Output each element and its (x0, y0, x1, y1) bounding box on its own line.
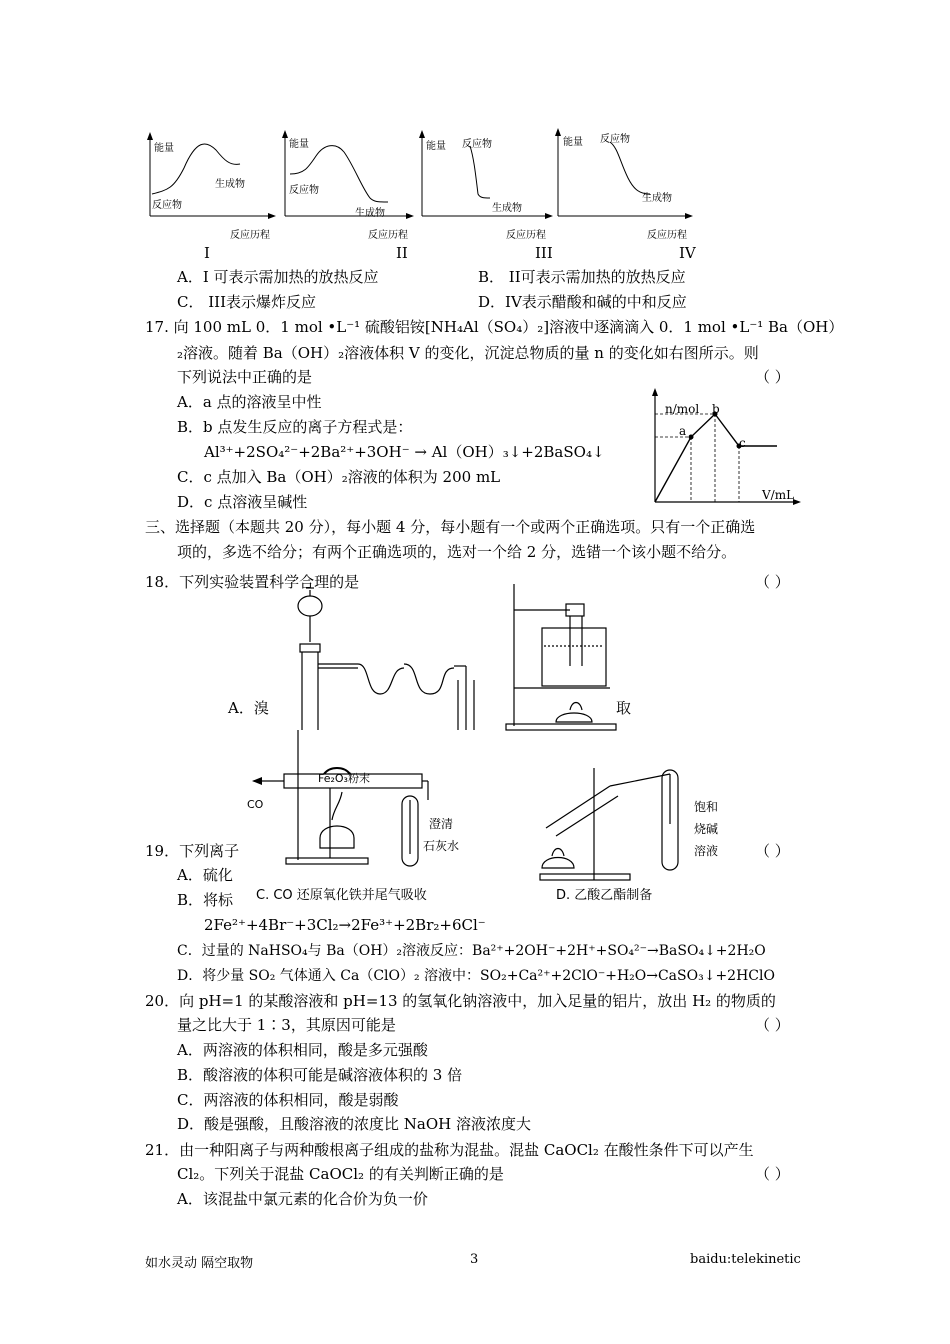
q18-option-b-label: 取 (616, 699, 632, 717)
graph1-reactant-label: 反应物 (152, 200, 182, 211)
q19-option-a: A．硫化 (177, 866, 233, 884)
naoh-label-line1: 饱和 (694, 800, 719, 814)
q17-option-d: D．c 点溶液呈碱性 (177, 493, 308, 511)
footer-page-number: 3 (470, 1252, 479, 1267)
q18-stem: 18．下列实验装置科学合理的是 (145, 573, 360, 591)
q18-answer-paren: （ ） (755, 573, 790, 591)
graph3-process-label: 反应历程 (506, 230, 546, 241)
graph2-process-label: 反应历程 (368, 230, 408, 241)
precipitate-graph-point-c: c (739, 436, 746, 450)
precipitate-graph-xlabel: V/mL (762, 488, 795, 502)
q17-option-b-equation: Al³⁺+2SO₄²⁻+2Ba²⁺+3OH⁻ → Al（OH）₃↓+2BaSO₄↓ (204, 443, 605, 461)
q19-stem: 19．下列离子 (145, 842, 240, 860)
footer-left-text: 如水灵动 隔空取物 (145, 1256, 254, 1271)
q20-stem-line2: 量之比大于 1∶3，其原因可能是 (177, 1016, 396, 1034)
graph1-product-label: 生成物 (215, 179, 245, 190)
q19-option-c: C．过量的 NaHSO₄与 Ba（OH）₂溶液反应：Ba²⁺+2OH⁻+2H⁺+SO₄²⁻→BaSO₄↓+2H₂O (177, 943, 766, 959)
graph4-energy-label: 能量 (563, 137, 583, 148)
q17-option-a: A．a 点的溶液呈中性 (177, 393, 322, 411)
q16-option-c: C． III表示爆炸反应 (177, 293, 317, 311)
q18-option-a-label: A．溴 (228, 699, 269, 717)
q20-stem-line1: 20．向 pH=1 的某酸溶液和 pH=13 的氢氧化钠溶液中，加入足量的铝片，放出 H₂ 的物质的 (145, 992, 776, 1010)
q17-answer-paren: （ ） (755, 368, 790, 386)
apparatus-c-caption: C. CO 还原氧化铁并尾气吸收 (256, 888, 427, 903)
co-gas-label: CO (247, 798, 264, 811)
graph2-numeral: II (396, 244, 408, 262)
footer-right-text: baidu:telekinetic (690, 1252, 801, 1267)
q17-stem-line1: 17. 向 100 mL 0．1 mol •L⁻¹ 硫酸铝铵[NH₄Al（SO₄）₂]溶液中逐滴滴入 0．1 mol •L⁻¹ Ba（OH） (145, 318, 844, 336)
q20-option-b: B．酸溶液的体积可能是碱溶液体积的 3 倍 (177, 1066, 463, 1084)
graph4-product-label: 生成物 (642, 193, 672, 204)
q16-option-b: B． II可表示需加热的放热反应 (478, 268, 686, 286)
limewater-label-line2: 石灰水 (423, 839, 460, 853)
graph1-process-label: 反应历程 (230, 230, 270, 241)
graph3-numeral: III (535, 244, 553, 262)
graph4-reactant-label: 反应物 (600, 134, 630, 145)
q21-stem-line2: Cl₂。下列关于混盐 CaOCl₂ 的有关判断正确的是 (177, 1165, 504, 1183)
q21-stem-line1: 21．由一种阳离子与两种酸根离子组成的盐称为混盐。混盐 CaOCl₂ 在酸性条件下可以产生 (145, 1141, 754, 1159)
apparatus-d-caption: D. 乙酸乙酯制备 (556, 888, 653, 903)
q19-option-d: D．将少量 SO₂ 气体通入 Ca（ClO）₂ 溶液中：SO₂+Ca²⁺+2ClO⁻+H₂O→CaSO₃↓+2HClO (177, 968, 775, 984)
q21-answer-paren: （ ） (755, 1165, 790, 1183)
q16-option-a: A．I 可表示需加热的放热反应 (177, 268, 379, 286)
graph2-reactant-label: 反应物 (289, 185, 319, 196)
q20-option-a: A．两溶液的体积相同，酸是多元强酸 (177, 1041, 428, 1059)
graph1-numeral: I (204, 244, 210, 262)
q17-option-c: C．c 点加入 Ba（OH）₂溶液的体积为 200 mL (177, 468, 501, 486)
precipitate-graph-ylabel: n/mol (665, 402, 700, 416)
apparatus-cd-illustration (240, 730, 720, 880)
graph3-product-label: 生成物 (492, 203, 522, 214)
q16-option-d: D．IV表示醋酸和碱的中和反应 (478, 293, 687, 311)
graph3-reactant-label: 反应物 (462, 139, 492, 150)
q17-stem-line3: 下列说法中正确的是 (177, 368, 313, 386)
naoh-label-line2: 烧碱 (694, 822, 719, 836)
section3-heading-line1: 三、选择题（本题共 20 分），每小题 4 分，每小题有一个或两个正确选项。只有一个正确选 (145, 518, 756, 536)
graph4-process-label: 反应历程 (647, 230, 687, 241)
graph2-energy-label: 能量 (289, 139, 309, 150)
precipitate-graph-point-a: a (679, 424, 687, 438)
q20-option-d: D．酸是强酸，且酸溶液的浓度比 NaOH 溶液浓度大 (177, 1115, 532, 1133)
q20-option-c: C．两溶液的体积相同，酸是弱酸 (177, 1091, 399, 1109)
graph4-numeral: IV (679, 244, 696, 262)
precipitate-graph-point-b: b (712, 402, 720, 416)
q19-answer-paren: （ ） (755, 842, 790, 860)
limewater-label-line1: 澄清 (429, 817, 454, 831)
graph2-product-label: 生成物 (355, 208, 385, 219)
q19-option-b-equation: 2Fe²⁺+4Br⁻+3Cl₂→2Fe³⁺+2Br₂+6Cl⁻ (204, 916, 486, 934)
graph1-energy-label: 能量 (154, 143, 174, 154)
graph3-energy-label: 能量 (426, 141, 446, 152)
q21-option-a: A．该混盐中氯元素的化合价为负一价 (177, 1190, 428, 1208)
apparatus-ab-illustration (270, 582, 620, 732)
q17-stem-line2: ₂溶液。随着 Ba（OH）₂溶液体积 V 的变化，沉淀总物质的量 n 的变化如右图所示。则 (177, 344, 759, 362)
fe2o3-powder-label: Fe₂O₃粉末 (318, 772, 370, 785)
section3-heading-line2: 项的，多选不给分；有两个正确选项的，选对一个给 2 分，选错一个该小题不给分。 (177, 543, 737, 561)
q17-option-b: B．b 点发生反应的离子方程式是： (177, 418, 413, 436)
q19-option-b: B．将标 (177, 891, 234, 909)
naoh-label-line3: 溶液 (694, 844, 719, 858)
q20-answer-paren: （ ） (755, 1016, 790, 1034)
